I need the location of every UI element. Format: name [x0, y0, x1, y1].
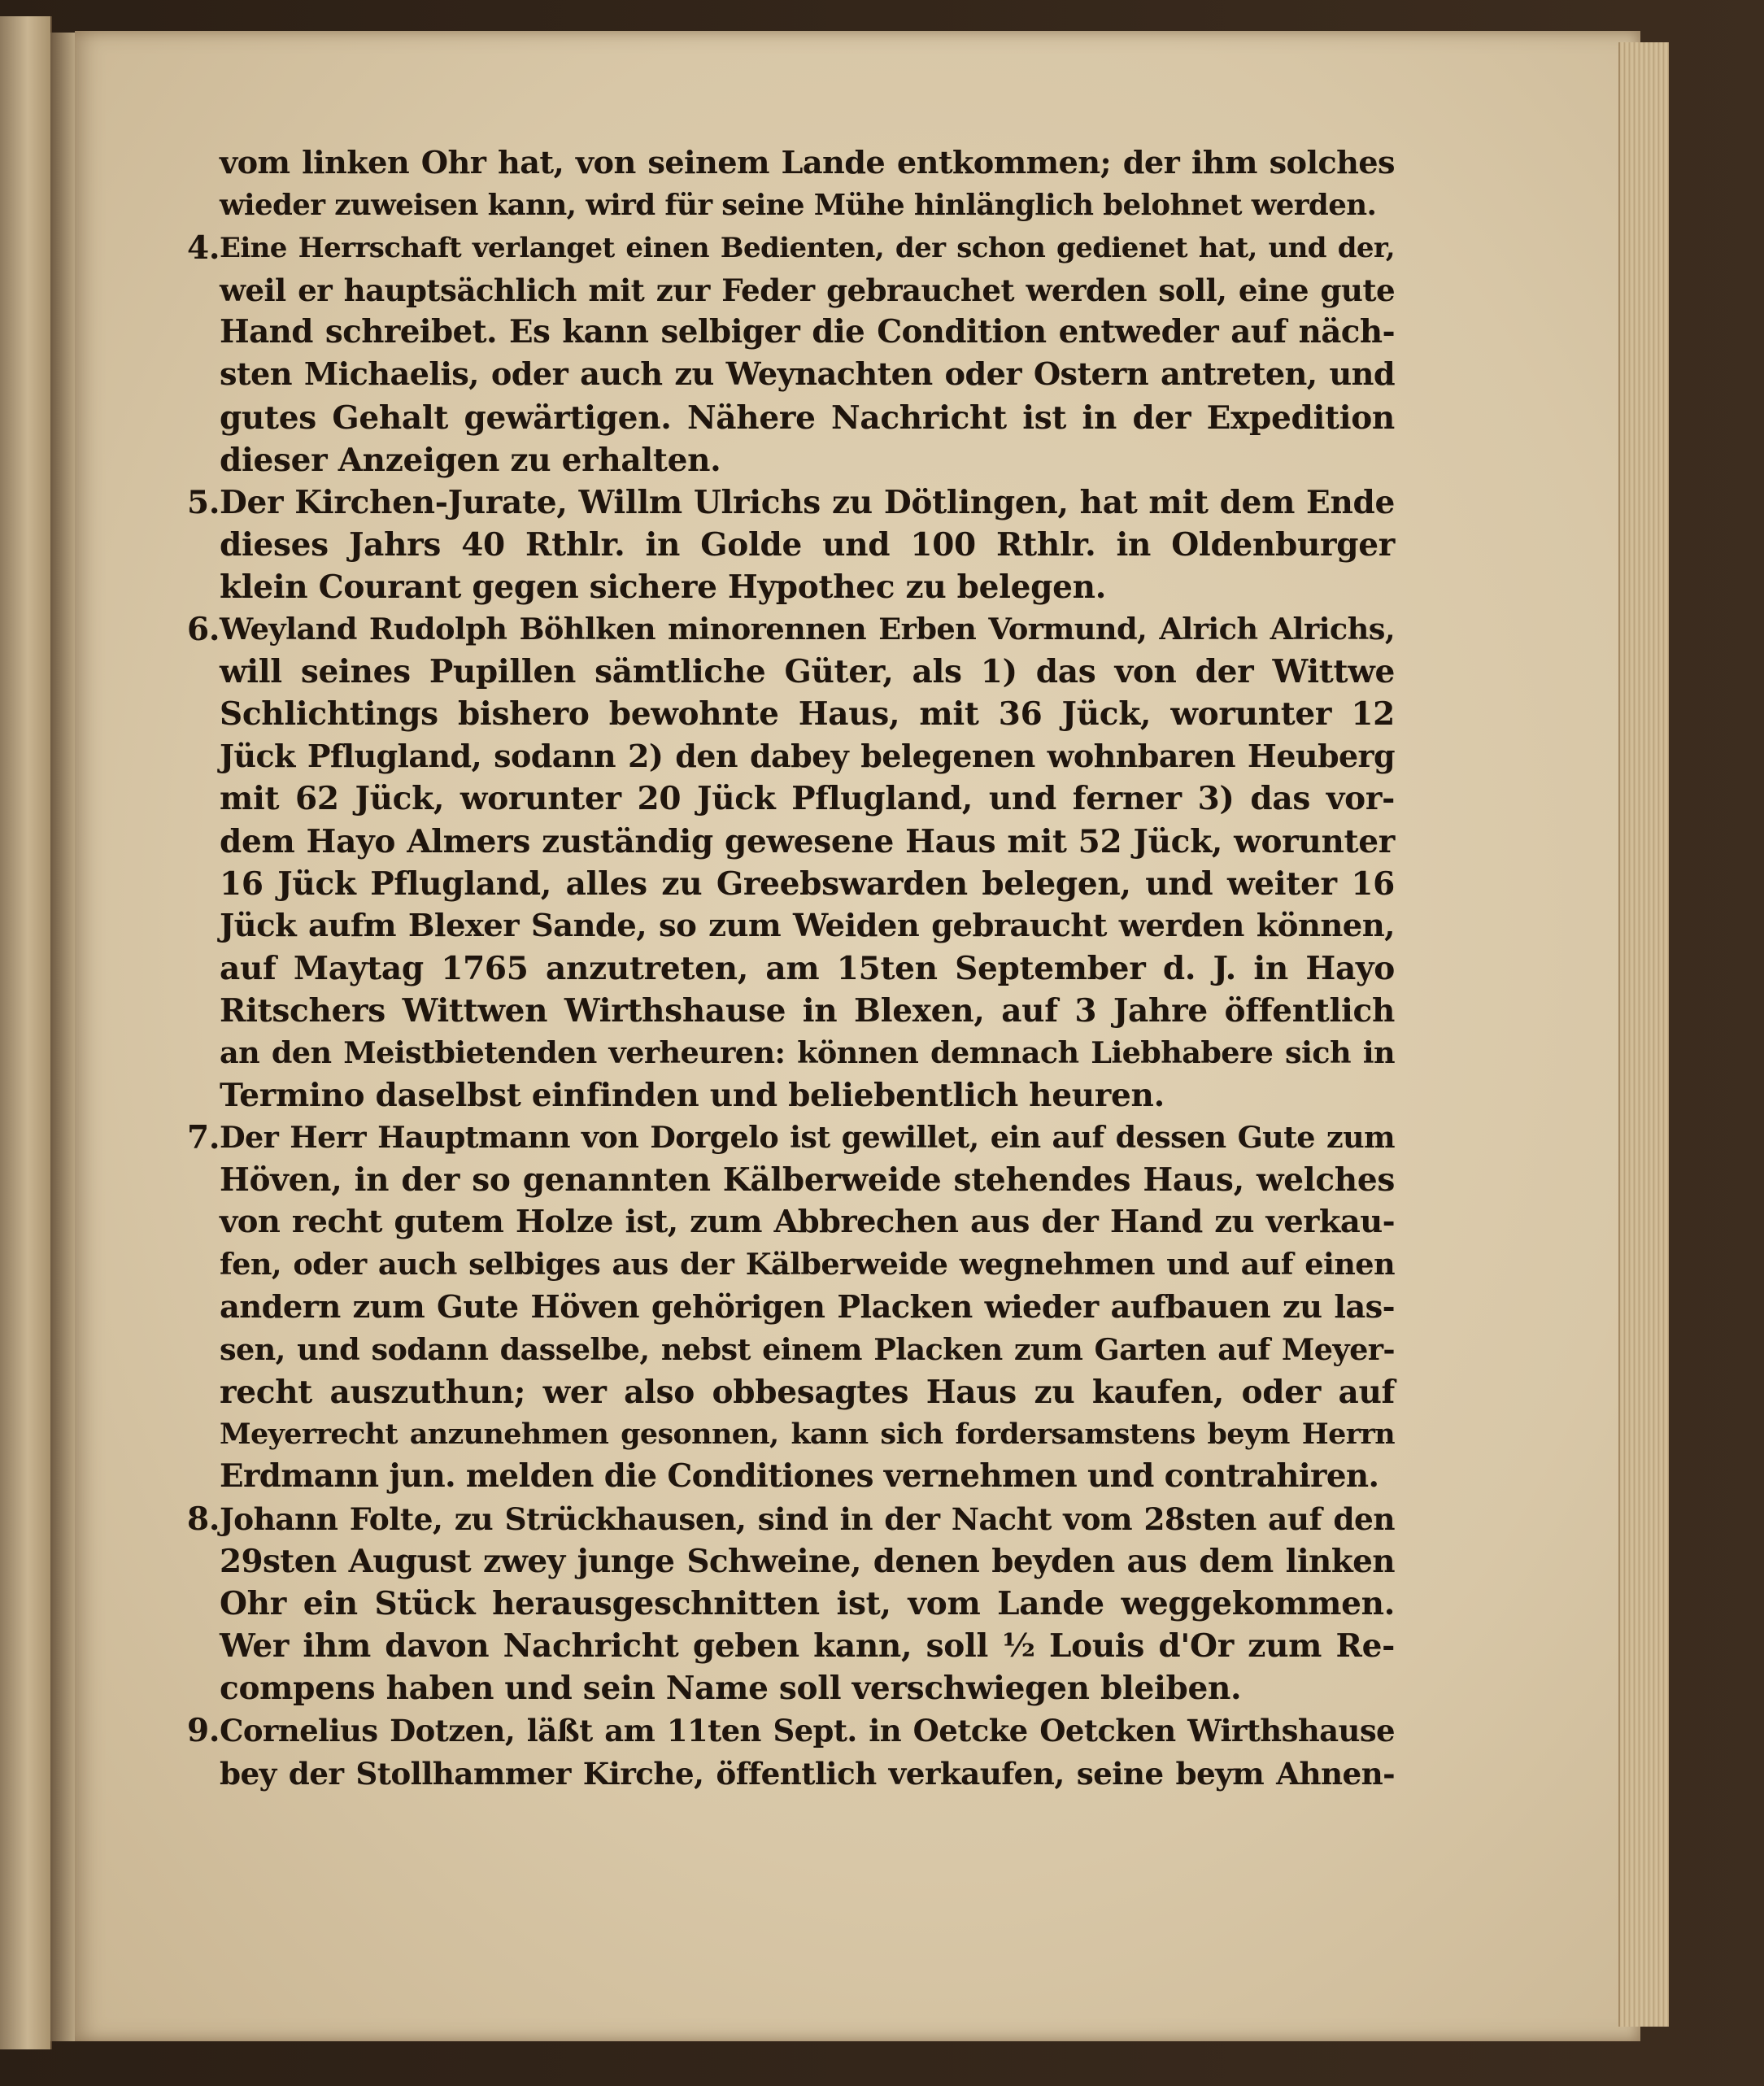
text-line: will seines Pupillen sämtliche Güter, als 1) das von der Wittwe	[220, 653, 1395, 691]
text-line: Meyerrecht anzunehmen gesonnen, kann sich fordersamstens beym Herrn	[220, 1417, 1395, 1451]
text-line: gutes Gehalt gewärtigen. Nähere Nachricht ist in der Expedition	[220, 398, 1395, 437]
entry-5	[187, 481, 1395, 608]
entry-number: 6.	[187, 611, 220, 649]
text-line: Hand schreibet. Es kann selbiger die Condition entweder auf näch-	[220, 314, 1395, 351]
text-line: dem Hayo Almers zuständig gewesene Haus mit 52 Jück, worunter	[220, 822, 1395, 860]
text-line: Wer ihm davon Nachricht geben kann, soll ½ Louis d'Or zum Re-	[220, 1627, 1395, 1666]
text-line: mit 62 Jück, worunter 20 Jück Pflugland, und ferner 3) das vor-	[220, 780, 1395, 818]
text-line: recht auszuthun; wer also obbesagtes Haus zu kaufen, oder auf	[220, 1373, 1395, 1411]
previous-page-edge	[0, 16, 52, 2049]
entry-number: 4.	[187, 229, 220, 268]
page-text	[187, 142, 1395, 1795]
text-line: Der Herr Hauptmann von Dorgelo ist gewillet, ein auf dessen Gute zum	[220, 1120, 1395, 1156]
text-line: klein Courant gegen sichere Hypothec zu belegen.	[220, 568, 1106, 606]
entry-7	[187, 1117, 1395, 1498]
text-line: sen, und sodann dasselbe, nebst einem Placken zum Garten auf Meyer-	[220, 1331, 1395, 1367]
entry-number: 8.	[187, 1500, 220, 1538]
text-line: weil er hauptsächlich mit zur Feder gebrauchet werden soll, eine gute	[220, 272, 1395, 309]
text-line: Cornelius Dotzen, läßt am 11ten Sept. in Oetcke Oetcken Wirthshause	[220, 1713, 1395, 1749]
text-line: sten Michaelis, oder auch zu Weynachten oder Ostern antreten, und	[220, 356, 1395, 394]
entry-8	[187, 1498, 1395, 1709]
entry-6	[187, 608, 1395, 1117]
text-line: Erdmann jun. melden die Conditiones vernehmen und contrahiren.	[220, 1457, 1379, 1495]
page-block-edges	[1618, 42, 1669, 2027]
entry-number: 7.	[187, 1119, 220, 1157]
text-line: fen, oder auch selbiges aus der Kälberweide wegnehmen und auf einen	[220, 1247, 1395, 1283]
text-line: Jück Pflugland, sodann 2) den dabey belegenen wohnbaren Heuberg	[220, 738, 1395, 775]
text-line: an den Meistbietenden verheuren: können demnach Liebhabere sich in	[220, 1034, 1395, 1070]
text-line: Johann Folte, zu Strückhausen, sind in der Nacht vom 28sten auf den	[220, 1501, 1395, 1537]
text-line: wieder zuweisen kann, wird für seine Mühe hinlänglich belohnet werden.	[220, 189, 1377, 223]
text-line: vom linken Ohr hat, von seinem Lande entkommen; der ihm solches	[220, 145, 1395, 181]
text-line: auf Maytag 1765 anzutreten, am 15ten September d. J. in Hayo	[220, 949, 1395, 987]
text-line: Schlichtings bishero bewohnte Haus, mit 36 Jück, worunter 12	[220, 695, 1395, 734]
text-line: von recht gutem Holze ist, zum Abbrechen aus der Hand zu verkau-	[220, 1204, 1395, 1241]
text-line: Der Kirchen-Jurate, Willm Ulrichs zu Dötlingen, hat mit dem Ende	[220, 483, 1395, 521]
text-line: Weyland Rudolph Böhlken minorennen Erben Vormund, Alrich Alrichs,	[220, 612, 1395, 647]
text-line: 29sten August zwey junge Schweine, denen beyden aus dem linken	[220, 1543, 1395, 1581]
entry-number: 9.	[187, 1712, 220, 1750]
text-line: compens haben und sein Name soll verschwiegen bleiben.	[220, 1670, 1242, 1708]
text-line: bey der Stollhammer Kirche, öffentlich verkaufen, seine beym Ahnen-	[220, 1755, 1395, 1792]
text-line: Ritschers Wittwen Wirthshause in Blexen, auf 3 Jahre öffentlich	[220, 991, 1395, 1030]
book-gutter	[50, 33, 75, 2041]
text-line: 16 Jück Pflugland, alles zu Greebswarden belegen, und weiter 16	[220, 864, 1395, 903]
text-line: Ohr ein Stück herausgeschnitten ist, vom Lande weggekommen.	[220, 1585, 1395, 1623]
text-line: Höven, in der so genannten Kälberweide stehendes Haus, welches	[220, 1161, 1395, 1200]
entry-9	[187, 1709, 1395, 1794]
entry-number: 5.	[187, 483, 220, 521]
text-line: dieser Anzeigen zu erhalten.	[220, 441, 721, 479]
text-line: Eine Herrschaft verlanget einen Bedienten, der schon gedienet hat, und der,	[220, 232, 1395, 265]
text-line: Termino daselbst einfinden und beliebentlich heuren.	[220, 1077, 1165, 1115]
text-line: Jück aufm Blexer Sande, so zum Weiden gebraucht werden können,	[220, 907, 1395, 944]
entry-continuation	[220, 142, 1395, 227]
text-line: andern zum Gute Höven gehörigen Placken wieder aufbauen zu las-	[220, 1288, 1395, 1326]
entry-4	[187, 227, 1395, 481]
text-line: dieses Jahrs 40 Rthlr. in Golde und 100 Rthlr. in Oldenburger	[220, 525, 1395, 564]
